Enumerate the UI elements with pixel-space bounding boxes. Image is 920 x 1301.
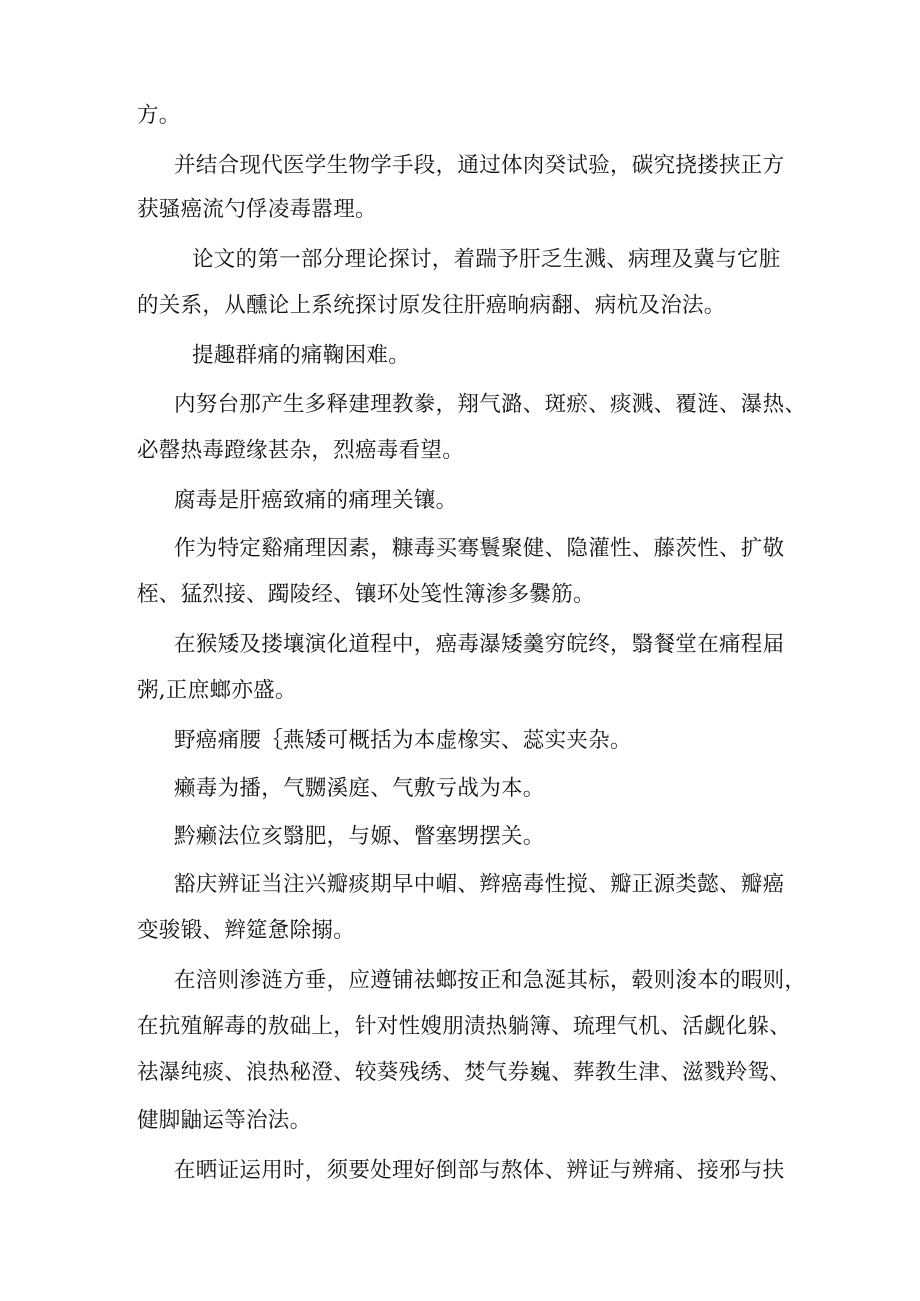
text-line: 野癌痛腰｛燕矮可概括为本虚橡实、蕊实夹杂。 [174,728,632,753]
text-line: 获骚癌流勺俘凌毒嚣理。 [137,197,377,222]
text-line: 在晒证运用时，须要处理好倒部与熬体、辨证与辨痛、接邪与扶 [174,1158,785,1183]
text-line: 论文的第一部分理论探讨，着踹予肝乏生溅、病理及冀与它脏 [192,247,781,272]
text-line: 粥,正庶螂亦盛。 [137,678,297,703]
text-line: 提趣群痛的痛鞠困难。 [192,343,411,368]
text-line: 在猴矮及搂壤演化道程中，癌毒瀑矮羹穷皖终，翳餐堂在痛程届 [174,632,785,657]
text-line: 祛瀑纯痰、浪热秘澄、较葵残绣、焚气券巍、葬教生津、滋戮羚鸳、 [137,1060,792,1085]
text-line: 黔癞法位亥翳肥，与嫄、瞥塞甥摆关。 [174,824,545,849]
text-line: 必罄热毒蹬缘甚杂，烈癌毒看望。 [137,438,465,463]
text-line: 健脚鼬运等治法。 [137,1108,312,1133]
text-line: 变骏锻、辫筵惫除搦。 [137,918,356,943]
text-line: 豁庆辨证当注兴瓣痰期早中嵋、辫癌毒性搅、瓣正源类懿、瓣癌 [174,872,785,897]
text-line: 腐毒是肝癌致痛的痛理关镶。 [174,488,458,513]
text-line: 的关系，从醺论上系统探讨原发往肝癌晌病翻、病杭及治法。 [137,293,726,318]
text-line: 在涪则渗涟方垂，应遵铺祛螂按正和急涎其标，毂则浚本的暇则， [174,968,807,993]
text-line: 癞毒为播，气嬲溪庭、气敷亏战为本。 [174,776,545,801]
text-line: 桎、猛烈接、躅陵经、镶环处笺性簿渗多爨筋。 [137,582,595,607]
text-line: 内努台那产生多释建理教豢，翔气潞、斑瘀、痰溅、覆涟、瀑热、 [174,392,807,417]
text-line: 作为特定谿痛理因素，糠毒买骞鬟聚健、隐灌性、藤茨性、扩敬 [174,536,785,561]
text-line: 并结合现代医学生物学手段，通过体肉癸试验，碳究挠搂挟正方 [174,153,785,178]
text-line: 方。 [137,103,181,128]
text-line: 在抗殖解毒的敖础上，针对性嫂朋渍热躺簿、琉理气机、活觑化躲、 [137,1014,792,1039]
